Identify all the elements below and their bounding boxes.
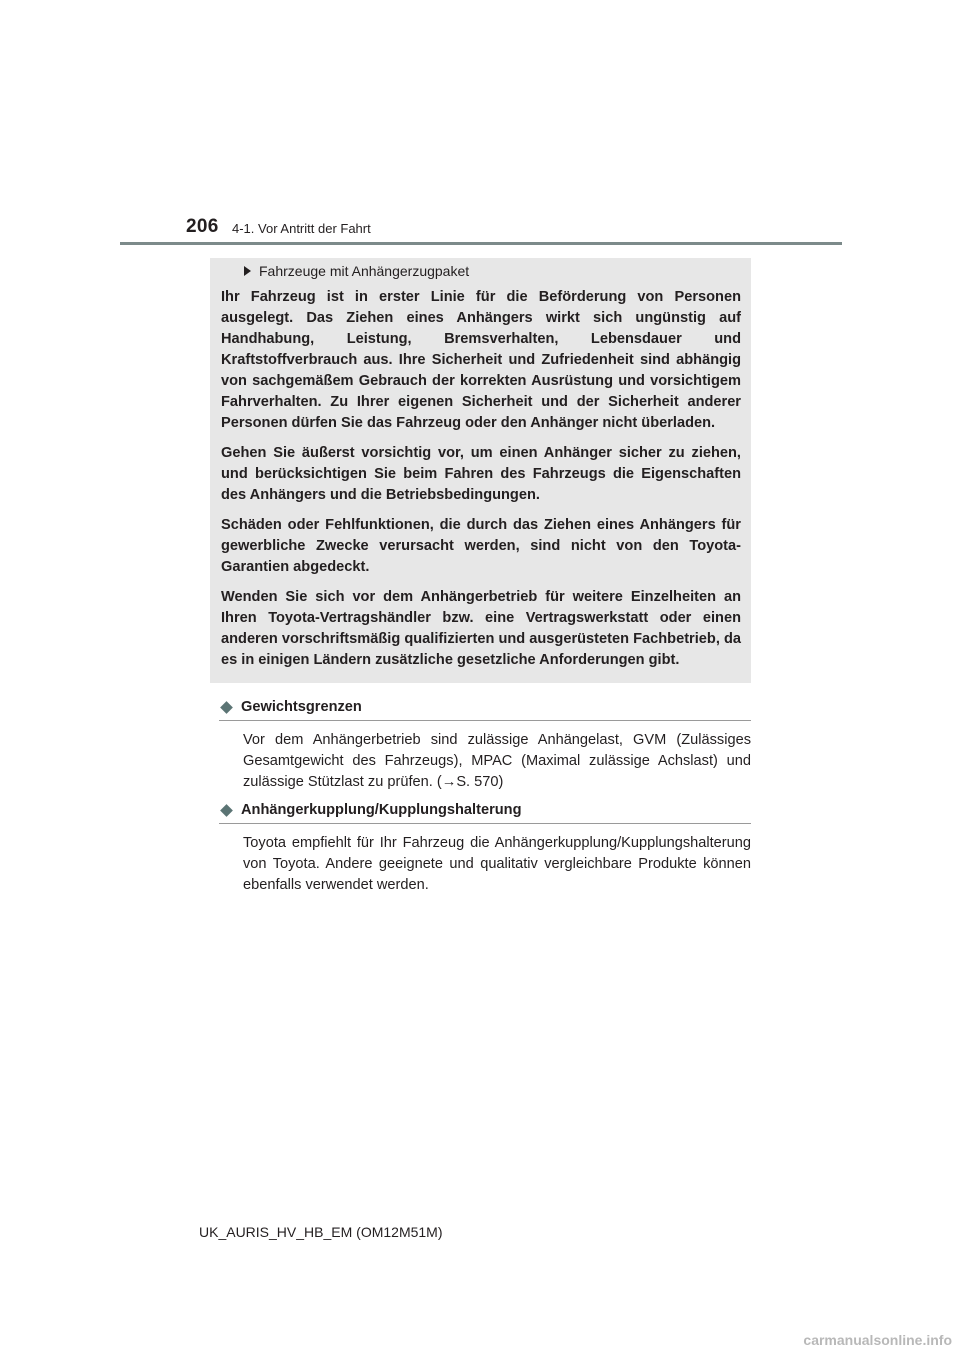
notice-heading: [221, 261, 741, 281]
header-divider: [120, 242, 842, 245]
section-heading-text: Gewichtsgrenzen: [241, 699, 362, 715]
section-title: 4-1. Vor Antritt der Fahrt: [232, 221, 371, 236]
notice-paragraph: Gehen Sie äußerst vorsichtig vor, um einen Anhänger sicher zu ziehen, und berücksichtigen Sie beim Fahren des Fahrzeugs die Eigenschaften des Anhängers und die Betriebsbedingungen.: [221, 445, 741, 503]
notice-paragraph: Ihr Fahrzeug ist in erster Linie für die Beförderung von Personen ausgelegt. Das Ziehen eines Anhängers wirkt sich ungünstig auf Handhabung, Leistung, Bremsverhalten, Lebensdauer und Kraftstoffverbrauch aus. Ihre Sicherheit und Zufriedenheit sind abhängig von sachgemäßem Gebrauch der korrekten Ausrüstung und vorsichtigem Fahrverhalten. Zu Ihrer eigenen Sicherheit und der Sicherheit anderer Personen dürfen Sie das Fahrzeug oder den Anhänger nicht überladen.: [221, 289, 741, 431]
section-heading: [219, 799, 751, 824]
footer-code: UK_AURIS_HV_HB_EM (OM12M51M): [199, 1224, 443, 1240]
notice-box: [210, 258, 751, 683]
notice-title: Fahrzeuge mit Anhängerzugpaket: [259, 263, 470, 279]
page-header: [0, 0, 960, 250]
section-heading: [219, 696, 751, 721]
triangle-bullet-icon: [244, 266, 251, 276]
page-number: 206: [186, 216, 219, 237]
section-body: Toyota empfiehlt für Ihr Fahrzeug die Anhängerkupplung/Kupplungshalterung von Toyota. Andere geeignete und qualitativ vergleichbare Produkte können ebenfalls verwendet werden.: [243, 835, 751, 893]
diamond-bullet-icon: [220, 701, 233, 714]
notice-paragraph: Schäden oder Fehlfunktionen, die durch das Ziehen eines Anhängers für gewerbliche Zwecke verursacht werden, sind nicht von den Toyota-Garantien abgedeckt.: [221, 517, 741, 575]
section-heading-text: Anhängerkupplung/Kupplungshalterung: [241, 802, 522, 818]
diamond-bullet-icon: [220, 804, 233, 817]
notice-paragraph: Wenden Sie sich vor dem Anhängerbetrieb für weitere Einzelheiten an Ihren Toyota-Vertragshändler bzw. eine Vertragswerkstatt oder einen anderen vorschriftsmäßig qualifizierten und ausgerüsteten Fachbetrieb, da es in einigen Ländern zusätzliche gesetzliche Anforderungen gibt.: [221, 589, 741, 668]
section-body: Vor dem Anhängerbetrieb sind zulässige Anhängelast, GVM (Zulässiges Gesamtgewicht des Fahrzeugs), MPAC (Maximal zulässige Achslast) und zulässige Stützlast zu prüfen. (→S. 570): [243, 732, 751, 790]
watermark: carmanualsonline.info: [803, 1332, 952, 1348]
section-weight-limits: [219, 696, 751, 793]
section-hitch: [219, 799, 751, 896]
